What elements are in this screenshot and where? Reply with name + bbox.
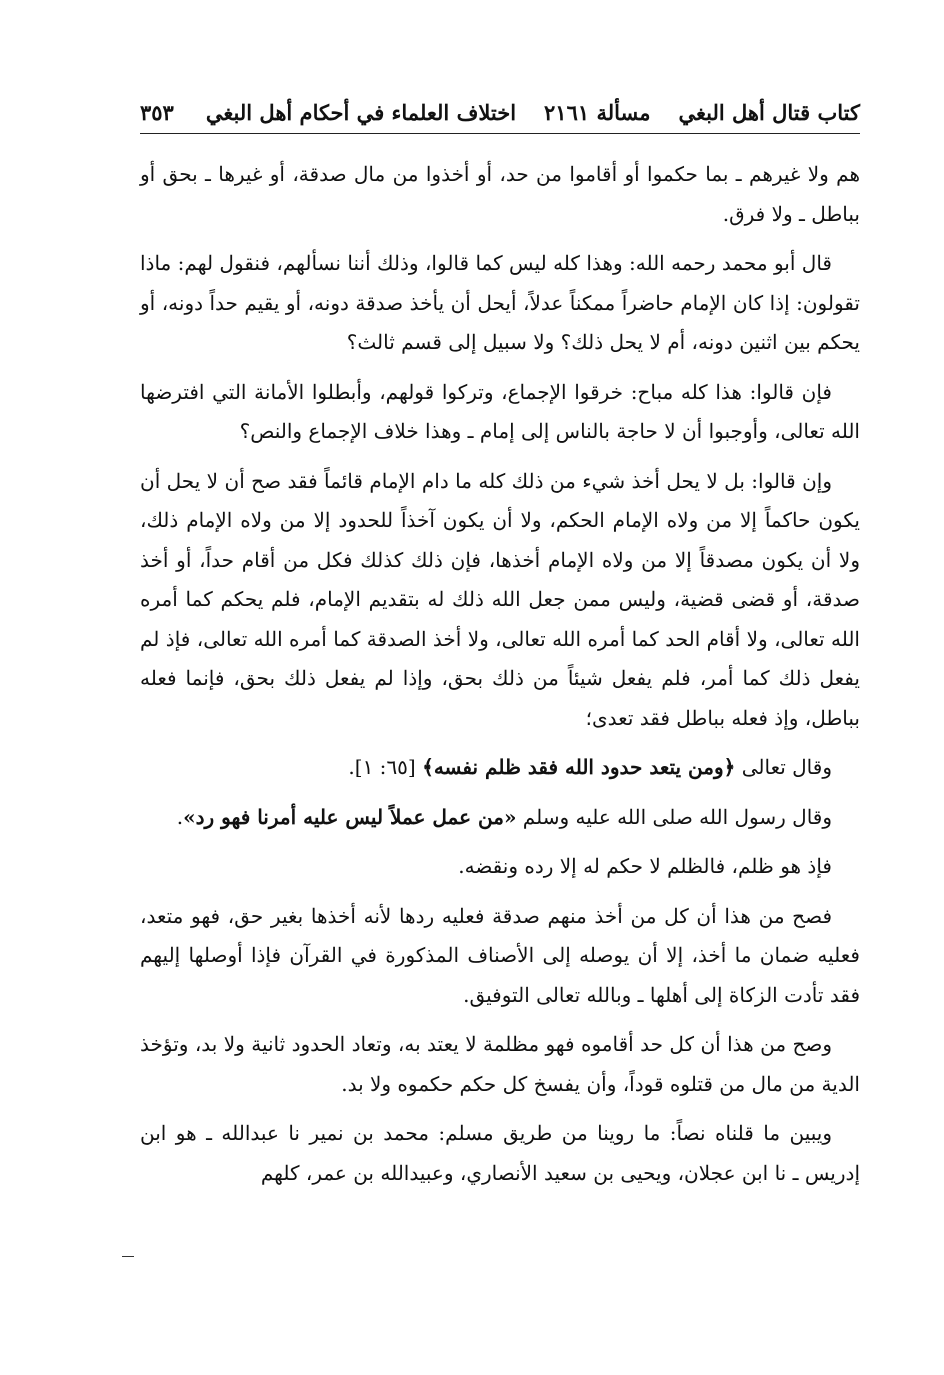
- paragraph-2: قال أبو محمد رحمه الله: وهذا كله ليس كما قالوا، وذلك أننا نسألهم، فنقول لهم: ماذا تقولون: إذا كان الإمام حاضراً ممكناً عدلاً، أيحل أن يأخذ صدقة دونه، أو يقيم حداً دونه، أو يحكم بين اثنين دونه، أم لا يحل ذلك؟ ولا سبيل إلى قسم ثالث؟: [140, 251, 860, 354]
- book-title: كتاب قتال أهل البغي: [678, 99, 860, 125]
- page-body: [140, 155, 860, 1203]
- paragraph-10: ويبين ما قلناه نصاً: ما روينا من طريق مسلم: محمد بن نمير نا عبدالله ـ هو ابن إدريس ـ نا ابن عجلان، ويحيى بن سعيد الأنصاري، وعبيدالله بن عمر، كلهم: [140, 1121, 860, 1185]
- quote-intro: وقال تعالى: [735, 755, 832, 779]
- paragraph-hadith-quote: [140, 798, 860, 838]
- paragraph-1: هم ولا غيرهم ـ بما حكموا أو أقاموا من حد، أو أخذوا من مال صدقة، أو غيرها ـ بحق أو بباطل ـ ولا فرق.: [140, 162, 860, 226]
- section-title: اختلاف العلماء في أحكام أهل البغي: [205, 99, 517, 125]
- verse-reference: [٦٥: ١].: [348, 755, 423, 779]
- paragraph-9: وصح من هذا أن كل حد أقاموه فهو مظلمة لا يعتد به، وتعاد الحدود ثانية ولا بد، وتؤخذ الدية من مال من قتلوه قوداً، وأن يفسخ كل حكم حكموه ولا بد.: [140, 1032, 860, 1096]
- header-titles: [206, 100, 860, 125]
- paragraph-8: فصح من هذا أن كل من أخذ منهم صدقة فعليه ردها لأنه أخذها بغير حق، فهو متعد، فعليه ضمان ما أخذ، إلا أن يوصله إلى الأصناف المذكورة في القرآن فإذا أوصلها إليهم فقد تأدت الزكاة إلى أهلها ـ وبالله تعالى التوفيق.: [140, 903, 860, 1007]
- page-number: ٣٥٣: [140, 99, 174, 125]
- running-header: [140, 92, 860, 132]
- paragraph-7: فإذ هو ظلم، فالظلم لا حكم له إلا رده ونقضه.: [458, 854, 832, 878]
- header-divider: [140, 133, 860, 134]
- hadith-end: .: [176, 804, 184, 829]
- hadith-intro: وقال رسول الله صلى الله عليه وسلم: [516, 804, 832, 829]
- paragraph-4: وإن قالوا: بل لا يحل أخذ شيء من ذلك كله ما دام الإمام قائماً فقد صح أن لا يحل أن يكون حاكماً إلا من ولاه الإمام الحكم، ولا أن يكون آخذاً للحدود إلا من ولاه الإمام ذلك، ولا أن يكون مصدقاً إلا من ولاه الإمام أخذها، فإن ذلك كذلك فكل من أقام حداً، أو أخذ صدقة، أو قضى قضية، وليس ممن جعل الله ذلك له بتقديم الإمام، فلم يحكم كما أمره الله تعالى، ولا أقام الحد كما أمره الله تعالى، ولا أخذ الصدقة كما أمره الله تعالى، فإذ لم يفعل ذلك كما أمر، فلم يفعل شيئاً من ذلك بحق، وإذا لم يفعل ذلك بحق، فإنما فعله بباطل، وإذ فعله بباطل فقد تعدى؛: [140, 468, 860, 730]
- paragraph-3: فإن قالوا: هذا كله مباح: خرقوا الإجماع، وتركوا قولهم، وأبطلوا الأمانة التي افترضها الله تعالى، وأوجبوا أن لا حاجة بالناس إلى إمام ـ وهذا خلاف الإجماع والنص؟: [140, 379, 860, 443]
- paragraph-quran-quote: [140, 748, 860, 788]
- issue-number: مسألة ٢١٦١: [544, 99, 651, 125]
- quran-verse: ﴿ومن يتعد حدود الله فقد ظلم نفسه﴾: [422, 755, 736, 779]
- hadith-text: «من عمل عملاً ليس عليه أمرنا فهو رد»: [183, 804, 517, 829]
- continuation-dash: [122, 1256, 134, 1257]
